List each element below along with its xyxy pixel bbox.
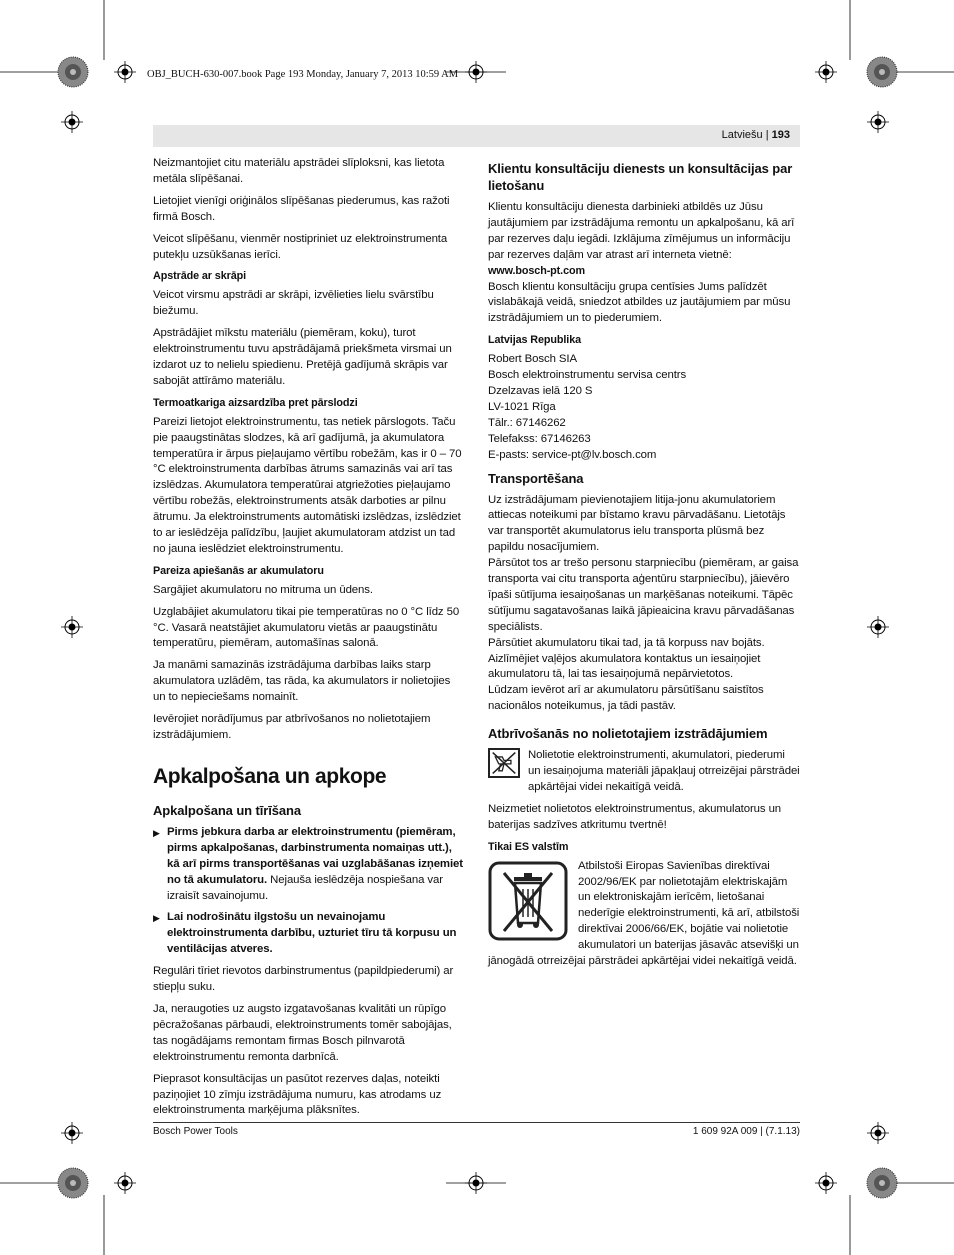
footer-right: 1 609 92A 009 | (7.1.13): [692, 1126, 800, 1137]
registration-mark-icon: [61, 111, 83, 133]
eu-block: [488, 859, 800, 970]
header-text: [722, 129, 790, 141]
registration-mark-icon: [114, 61, 136, 83]
paragraph: Ja manāmi samazinās izstrādājuma darbības laiks starp akumulatora uzlādēm, tas rāda, ka akumulators ir nolietojies un to nepieciešams nomainīt.: [153, 659, 451, 704]
paragraph: Pareizi lietojot elektroinstrumentu, tas netiek pārslogots. Taču pie paaugstinātas slodzes, kā arī gadījumā, ja akumulatora temperatūra ir ārpus pieļaujamo vērtību robežām, kas ir 0 – 70 °C elektroinstrumenta darbības ātrums samazinās vai arī tas izslēdzas. Akumulatora temperatūrai atgriežoties pieļaujamo vērtību robežās, elektroinstruments atsāk darboties ar pilnu ātrumu. Ja elektroinstruments automātiski izslēdzas, izslēdziet to ar ieslēdzēja palīdzību, ļaujiet akumulatoram atdzist un tad no jauna ieslēdziet elektroinstrumentu.: [153, 415, 462, 555]
section-heading: Atbrīvošanās no nolietotajiem izstrādājumiem: [488, 726, 768, 742]
registration-mark-icon: [815, 1172, 837, 1194]
registration-mark-icon: [867, 111, 889, 133]
paragraph: Regulāri tīriet rievotos darbinstrumentus (papildpiederumi) ar stiepļu suku.: [153, 965, 454, 994]
subheading: Tikai ES valstīm: [488, 840, 569, 853]
address-line: Telefakss: 67146263: [488, 432, 591, 445]
section-heading: Klientu konsultāciju dienests un konsultācijas par lietošanu: [488, 161, 793, 193]
registration-mark-icon: [465, 1172, 487, 1194]
registration-mark-icon: [867, 1122, 889, 1144]
paragraph: Sargājiet akumulatoru no mitruma un ūdens.: [153, 583, 373, 596]
paragraph: Uz izstrādājumam pievienotajiem litija-jonu akumulatoriem attiecas noteikumi par bīstamo kravu pārvadāšanu. Lietotājs var transportēt akumulatorus ielu transporta plūsmā bez papildu nosacījumiem.: [488, 493, 786, 554]
paragraph: Klientu konsultāciju dienesta darbinieki atbildēs uz Jūsu jautājumiem par izstrādājuma remontu un apkalpošanu, kā arī par rezerves daļu iegādi. Izklājuma zīmējumus un informāciju par rezerves daļām var atrast arī interneta vietnē:: [488, 201, 795, 261]
website-url: www.bosch-pt.com: [488, 264, 585, 277]
paragraph: Pieprasot konsultācijas un pasūtot rezerves daļas, noteikti paziņojiet 10 zīmju izstrādājuma numuru, kas atrodams uz elektroinstrumenta marķējuma plāksnītes.: [153, 1072, 442, 1117]
bullet-triangle-icon: ▶: [153, 913, 160, 924]
paragraph: Pārsūtiet akumulatoru tikai tad, ja tā korpuss nav bojāts. Aizlīmējiet vaļējos akumulatora kontaktus un iesaiņojiet akumulatoru tā, lai tas iesaiņojumā nepārvietotos.: [488, 636, 765, 681]
registration-mark-icon: [867, 616, 889, 638]
registration-mark-icon: [61, 616, 83, 638]
header-language: Latviešu: [721, 129, 763, 141]
paragraph: Pārsūtot tos ar trešo personu starpniecību (piemēram, ar gaisa transporta vai citu transporta aģentūru starpniecību), jāievēro īpaši sūtījuma iesaiņošanas un marķēšanas noteikumi. Tāpēc sūtījumu sagatavošanas laikā jāpieaicina kravu pārvadāšanas speciālists.: [488, 557, 799, 633]
bullet-triangle-icon: ▶: [153, 827, 160, 838]
address-line: Dzelzavas ielā 120 S: [488, 384, 593, 397]
paragraph: Ja, neraugoties uz augsto izgatavošanas kvalitāti un rūpīgo pēcražošanas pārbaudi, elektroinstruments tomēr sabojājas, tas nogādājams remontam firmas Bosch pilnvarotā elektroinstrumentu remonta darbnīcā.: [153, 1002, 452, 1063]
page-header: [153, 125, 800, 147]
footer-rule: [153, 1122, 800, 1123]
footer-left: Bosch Power Tools: [153, 1126, 238, 1137]
left-column: [153, 156, 464, 1125]
bullet-text: Nejauša ieslēdzēja nospiešana var izraisīt savainojumu.: [167, 873, 443, 902]
crossed-bin-icon: [488, 861, 568, 941]
paragraph: Veicot virsmu apstrādi ar skrāpi, izvēlieties lielu svārstību biežumu.: [153, 289, 434, 318]
print-info: OBJ_BUCH-630-007.book Page 193 Monday, January 7, 2013 10:59 AM: [147, 69, 459, 80]
paragraph: Ievērojiet norādījumus par atbrīvošanos no nolietotajiem izstrādājumiem.: [153, 713, 431, 741]
subheading: Latvijas Republika: [488, 334, 582, 347]
paragraph: Nolietotie elektroinstrumenti, akumulatori, piederumi un iesaiņojuma materiāli jāpakļauj otrreizējai pārstrādei apkārtējai videi nekaitīgā veidā.: [528, 749, 800, 793]
paragraph: Uzglabājiet akumulatoru tikai pie temperatūras no 0 °C līdz 50 °C. Vasarā neatstājiet akumulatoru vietās ar paaugstinātu temperatūru, piemēram, automašīnas salonā.: [153, 605, 460, 650]
bullet-item: [153, 825, 464, 905]
bullet-bold-text: Pirms jebkura darba ar elektroinstrumentu (piemēram, pirms apkalpošanas, darbinstrumenta nomaiņas utt.), kā arī pirms transportēšanas vai uzglabāšanas izņemiet no tā akumulatoru.: [167, 825, 463, 886]
crossed-tool-icon: [488, 748, 520, 778]
registration-mark-icon: [114, 1172, 136, 1194]
address-line: Tālr.: 67146262: [488, 416, 566, 429]
subheading: Apstrāde ar skrāpi: [153, 270, 247, 283]
color-rosette-icon: [57, 56, 89, 88]
paragraph: Atbilstoši Eiropas Savienības direktīvai 2002/96/EK par nolietotajām elektriskajām un elektroniskajām ierīcēm, lietošanai nederīgie elektroinstrumenti, kā arī, atbilstoši direktīvai 2006/66/EK, bojātie vai nolietotie akumulatori un baterijas jāsavāc atsevišķi un jānogādā otrreizējai pārstrādei apkārtējai videi nekaitīgā veidā.: [488, 859, 800, 968]
header-separator: |: [765, 129, 769, 141]
disposal-block: [488, 748, 800, 796]
right-column: [488, 156, 800, 976]
paragraph: Apstrādājiet mīkstu materiālu (piemēram, koku), turot elektroinstrumentu tuvu apstrādājamā priekšmeta virsmai un izdarot uz to nelielu spiedienu. Pretējā gadījumā skrāpis var sabojāt attīrāmo materiālu.: [153, 327, 452, 387]
paragraph: Lūdzam ievērot arī ar akumulatoru pārsūtīšanu saistītos nacionālos noteikumus, ja tādi pastāv.: [488, 684, 764, 713]
subheading: Termoatkariga aizsardzība pret pārslodzi: [153, 396, 358, 409]
color-rosette-icon: [57, 1167, 89, 1199]
color-rosette-icon: [866, 1167, 898, 1199]
paragraph: Lietojiet vienīgi oriģinālos slīpēšanas piederumus, kas ražoti firmā Bosch.: [153, 194, 450, 223]
color-rosette-icon: [866, 56, 898, 88]
paragraph: Bosch klientu konsultāciju grupa centīsies Jums palīdzēt vislabākajā veidā, sniedzot atbildes uz jautājumiem par mūsu izstrādājumiem un to piederumiem.: [488, 280, 791, 325]
registration-mark-icon: [815, 61, 837, 83]
registration-mark-icon: [465, 61, 487, 83]
registration-mark-icon: [61, 1122, 83, 1144]
subheading: Pareiza apiešanās ar akumulatoru: [153, 564, 324, 577]
bullet-item: [153, 910, 464, 958]
address-line: Bosch elektroinstrumentu servisa centrs: [488, 369, 687, 382]
address-line: Robert Bosch SIA: [488, 353, 577, 366]
address-line: LV-1021 Rīga: [488, 400, 556, 413]
page-number: 193: [771, 129, 790, 141]
bullet-bold-text: Lai nodrošinātu ilgstošu un nevainojamu elektroinstrumenta darbību, uzturiet tīru tā korpusu un ventilācijas atveres.: [167, 911, 457, 956]
paragraph: Neizmetiet nolietotos elektroinstrumentus, akumulatorus un baterijas sadzīves atkritumu tvertnē!: [488, 802, 782, 831]
paragraph: Neizmantojiet citu materiālu apstrādei slīploksni, kas lietota metāla slīpēšanai.: [153, 157, 445, 185]
address-block: [488, 352, 800, 463]
paragraph: Veicot slīpēšanu, vienmēr nostipriniet uz elektroinstrumenta putekļu uzsūkšanas ierīci.: [153, 232, 448, 261]
section-heading: Transportēšana: [488, 470, 584, 486]
address-line: E-pasts: service-pt@lv.bosch.com: [488, 448, 657, 461]
section-title: Apkalpošana un apkope: [153, 764, 387, 788]
section-heading: Apkalpošana un tīrīšana: [153, 802, 301, 818]
